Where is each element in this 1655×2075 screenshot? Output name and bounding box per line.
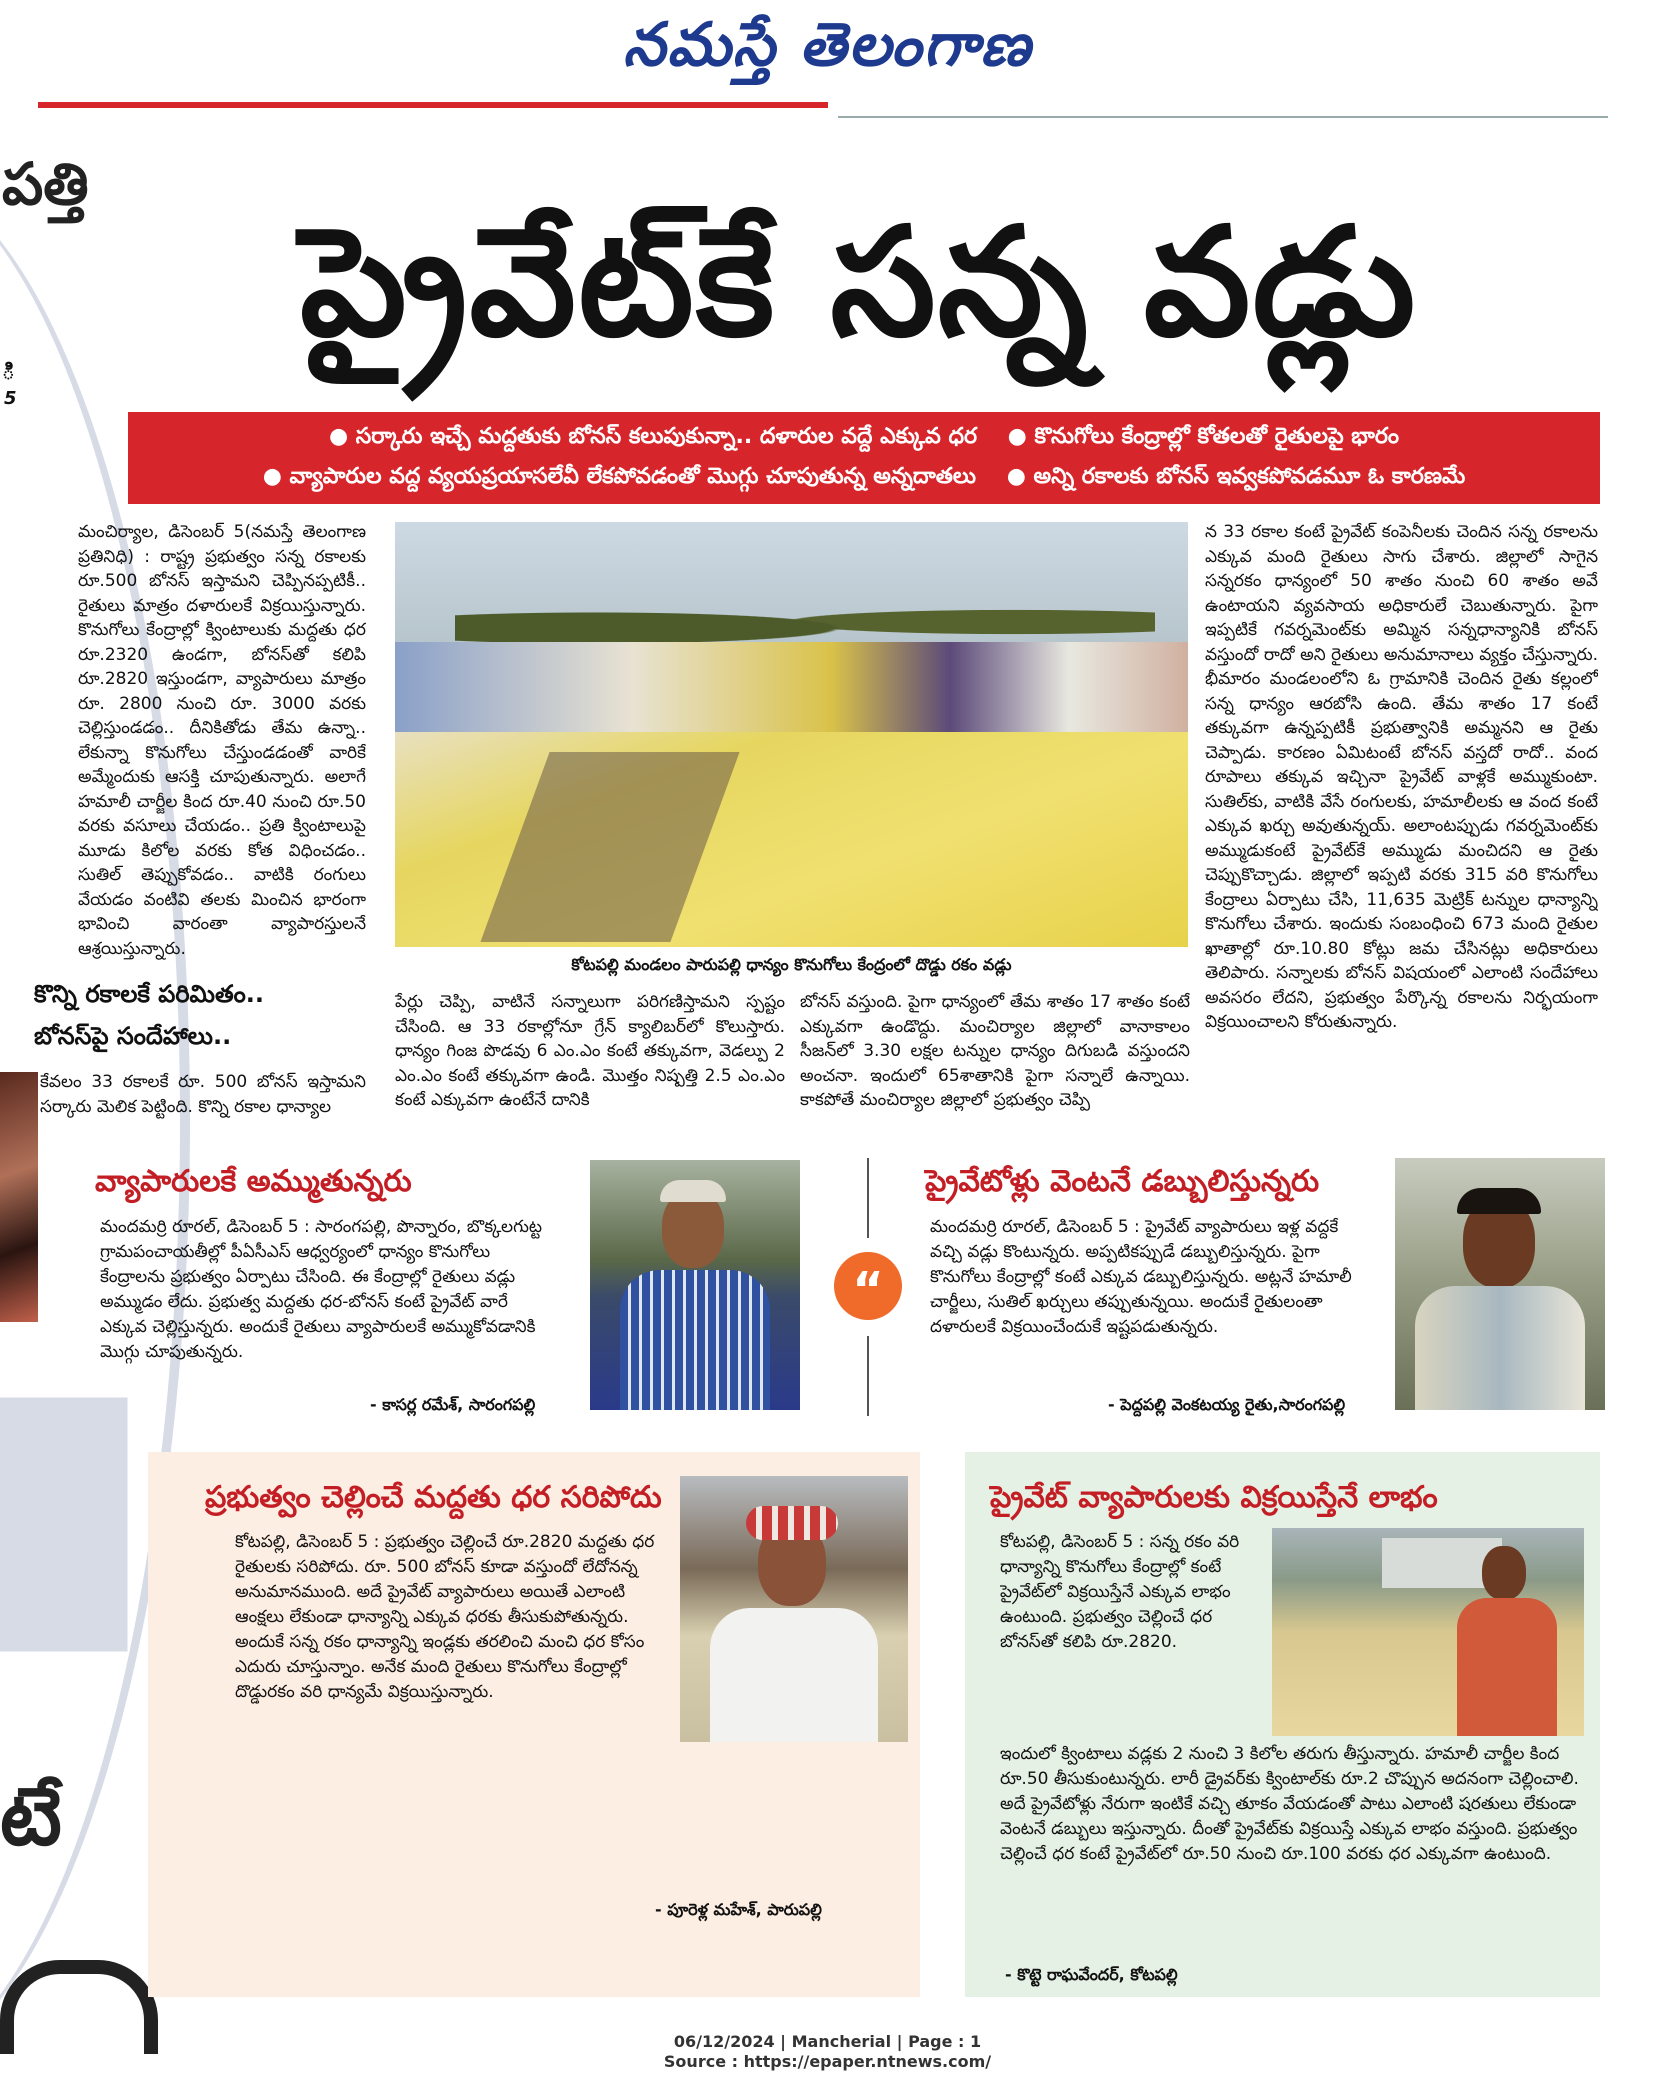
quote4-text-b: ఇందులో క్వింటాలు వడ్లకు 2 నుంచి 3 కిలోల తరుగు తీస్తున్నారు. హమాలీ చార్జీల కింద రూ.50 తీసుకుంటున్నరు. లారీ డ్రైవర్‌కు క్వింటాల్‌కు రూ.2 చొప్పున అదనంగా చెల్లించాలి. అదే ప్రైవేటోళ్లు నేరుగా ఇంటికే వచ్చి తూకం వేయడంతో పాటు ఎలాంటి షరతులు లేకుండా వెంటనే డబ్బులు ఇస్తున్నారు. దీంతో ప్రైవేట్‌కు విక్రయిస్తే ఎక్కువ లాభం వస్తుంది. ప్రభుత్వం చెల్లించే ధర కంటే ప్రైవేట్‌లో రూ.50 నుంచి రూ.100 వరకు ధర ఎక్కువగా ఉంటుంది. — [1000, 1744, 1579, 1864]
article-column-1: మంచిర్యాల, డిసెంబర్ 5(నమస్తే తెలంగాణ ప్రతినిధి) : రాష్ట్ర ప్రభుత్వం సన్న రకాలకు రూ.500 బోనస్ ఇస్తామని చెప్పినప్పటికీ.. రైతులు మాత్రం దళారులకే విక్రయిస్తున్నారు. కొనుగోలు కేంద్రాల్లో క్వింటాలుకు మద్దతు ధర రూ.2320 ఉండగా, బోనస్‌తో కలిపి రూ.2820 ఇస్తుండగా, వ్యాపారులు మాత్రం రూ. 2800 నుంచి రూ. 3000 వరకు చెల్లిస్తుండడం.. దీనికితోడు తేమ ఉన్నా.. లేకున్నా కొనుగోలు చేస్తుండడంతో వారికే అమ్మేందుకు ఆసక్తి చూపుతున్నారు. అలాగే హమాలీ చార్జీల కింద రూ.40 నుంచి రూ.50 వరకు వసూలు చేయడం.. ప్రతి క్వింటాలుపై మూడు కిలోల వరకు కోత విధించడం.. సుతిల్ తెప్పుకోవడం.. వాటికి రంగులు వేయడం వంటివి తలకు మించిన భారంగా భావించి వారంతా వ్యాపారస్తులనే ఆశ్రయిస్తున్నారు. — [78, 522, 366, 959]
bullet-2: ● కొనుగోలు కేంద్రాల్లో కోతలతో రైతులపై భారం — [1007, 424, 1400, 449]
quote3-photo — [680, 1476, 908, 1742]
subhead-bonus-doubts: బోనస్‌పై సందేహాలు.. — [34, 1022, 232, 1050]
quote4-photo — [1272, 1528, 1584, 1736]
face — [1482, 1546, 1526, 1600]
edge-text-bottom: టే — [0, 1770, 62, 1863]
quote3-title: ప్రభుత్వం చెల్లించే మద్దతు ధర సరిపోదు — [205, 1480, 662, 1515]
head-scarf — [746, 1506, 838, 1540]
footer-date-edition: 06/12/2024 | Mancherial | Page : 1 — [673, 2032, 982, 2051]
bullet-band — [128, 412, 1600, 504]
checked-shirt — [620, 1270, 770, 1410]
edge-text-mid-a: ి — [2, 360, 15, 385]
article-column-2: పేర్లు చెప్పి, వాటినే సన్నాలుగా పరిగణిస్తామని స్పష్టం చేసింది. ఆ 33 రకాల్లోనూ గ్రేన్ క్యాలిబర్‌లో కొలుస్తారు. ధాన్యం గింజ పొడవు 6 ఎం.ఎం కంటే తక్కువగా, వెడల్పు 2 ఎం.ఎం కంటే తక్కువగా ఉండి. మొత్తం నిష్పత్తి 2.5 ఎం.ఎం కంటే ఎక్కువగా ఉంటేనే దానికి — [395, 992, 785, 1110]
quote4-title: ప్రైవేట్ వ్యాపారులకు విక్రయిస్తేనే లాభం — [990, 1480, 1438, 1515]
red-shirt — [1457, 1598, 1557, 1736]
quote1-title: వ్యాపారులకే అమ్ముతున్నరు — [95, 1164, 412, 1199]
bullet-row-1 — [128, 424, 1600, 454]
masthead-grey-rule — [838, 116, 1608, 118]
white-shirt — [710, 1608, 878, 1742]
edge-text-mid-b: 5 — [4, 388, 17, 409]
divider-bottom — [867, 1336, 869, 1416]
quote3-text: కోటపల్లి, డిసెంబర్ 5 : ప్రభుత్వం చెల్లించే రూ.2820 మద్దతు ధర రైతులకు సరిపోదు. రూ. 500 బోనస్ కూడా వస్తుందో లేదోనన్న అనుమానముంది. అదే ప్రైవేట్ వ్యాపారులు అయితే ఎలాంటి ఆంక్షలు లేకుండా ధాన్యాన్ని ఎక్కువ ధరకు తీసుకుపోతున్నరు. అందుకే సన్న రకం ధాన్యాన్ని ఇండ్లకు తరలించి మంచి ధర కోసం ఎదురు చూస్తున్నాం. అనేక మంది రైతులు కొనుగోలు కేంద్రాల్లో దొడ్డురకం వరి ధాన్యమే విక్రయిస్తున్నారు. — [235, 1532, 655, 1702]
article-column-4: న 33 రకాల కంటే ప్రైవేట్ కంపెనీలకు చెందిన సన్న రకాలను ఎక్కువ మంది రైతులు సాగు చేశారు. జిల్లాలో సాగైన సన్నరకం ధాన్యంలో 50 శాతం నుంచి 60 శాతం అవే ఉంటాయని వ్యవసాయ అధికారులే చెబుతున్నారు. పైగా ఇప్పటికే గవర్నమెంట్‌కు అమ్మిన సన్నధాన్యానికి బోనస్ వస్తుందో రాదో అని రైతులు అనుమానాలు వ్యక్తం చేస్తున్నారు. భీమారం మండలంలోని ఓ గ్రామానికి చెందిన రైతు కల్లంలో సన్న ధాన్యం ఆరబోసి ఉంది. తేమ శాతం 17 కంటే తక్కువగా ఉన్నప్పటికీ ప్రభుత్వానికి అమ్మనని ఆ రైతు చెప్పాడు. కారణం ఏమిటంటే బోనస్ వస్తదో రాదో.. వంద రూపాలు తక్కువ ఇచ్చినా ప్రైవేట్ వాళ్లకే అమ్ముకుంటా. సుతిల్‌కు, వాటికి వేసే రంగులకు, హమాలీలకు ఆ వంద కంటే ఎక్కువ ఖర్చు అవుతున్నయ్. అలాంటప్పుడు గవర్నమెంట్‌కు అమ్ముడుకంటే ప్రైవేట్‌కే అమ్ముడు మంచిదని ఆ రైతు చెప్పుకొచ్చాడు. జిల్లాలో ఇప్పటి వరకు 315 వరి కొనుగోలు కేంద్రాలు ఏర్పాటు చేసి, 11,635 మెట్రిక్ టన్నుల ధాన్యాన్ని కొనుగోలు చేశారు. ఇందుకు సంబంధించి 673 మంది రైతుల ఖాతాల్లో రూ.10.80 కోట్లు జమ చేసినట్లు అధికారులు తెలిపారు. సన్నాలకు బోనస్ విషయంలో ఎలాంటి సందేహాలు అవసరం లేదని, ప్రభుత్వం పేర్కొన్న రకాలను నిర్భయంగా విక్రయించాలని కోరుతున్నారు. — [1205, 522, 1598, 1032]
quote-icon: “ — [834, 1252, 902, 1320]
headline: ప్రైవేట్‌కే సన్న వడ్లు — [300, 196, 1418, 370]
article-column-3: బోనస్ వస్తుంది. పైగా ధాన్యంలో తేమ శాతం 17 శాతం కంటే ఎక్కువగా ఉండొద్దు. మంచిర్యాల జిల్లాలో వానాకాలం సీజన్‌లో 3.30 లక్షల టన్నుల ధాన్యం దిగుబడి వస్తుందని అంచనా. ఇందులో 65శాతానికి పైగా సన్నాలే ఉన్నాయి. కాకపోతే మంచిర్యాల జిల్లాలో ప్రభుత్వం చెప్పి — [800, 992, 1190, 1110]
quote2-photo — [1395, 1158, 1605, 1410]
bullet-4: ● అన్ని రకాలకు బోనస్ ఇవ్వకపోవడమూ ఓ కారణమే — [1006, 464, 1466, 489]
edge-text-top: పత్తి — [2, 150, 89, 218]
tarps-far — [395, 642, 1188, 732]
edge-photo — [0, 1072, 38, 1322]
quote3-byline: - పూరెళ్ల మహేశ్, పారుపల్లి — [655, 1900, 822, 1919]
bullet-1: ● సర్కారు ఇచ్చే మద్దతుకు బోనస్ కలుపుకున్నా.. దళారుల వద్దే ఎక్కువ ధర — [328, 424, 978, 449]
masthead-logo: నమస్తే తెలంగాణ — [622, 10, 1033, 80]
photo-caption: కోటపల్లి మండలం పారుపల్లి ధాన్యం కొనుగోలు కేంద్రంలో దొడ్డు రకం వడ్లు — [571, 955, 1012, 974]
divider-top — [867, 1158, 869, 1238]
subhead-limited: కొన్ని రకాలకే పరిమితం.. — [34, 980, 265, 1008]
paddy-tarpaulin-photo — [395, 522, 1188, 947]
quote2-byline: - పెద్దపల్లి వెంకటయ్య రైతు,సారంగపల్లి — [1108, 1395, 1346, 1414]
bullet-3: ● వ్యాపారుల వద్ద వ్యయప్రయాసలేవీ లేకపోవడంతో మొగ్గు చూపుతున్న అన్నదాతలు — [262, 464, 977, 489]
quote2-title: ప్రైవేటోళ్లు వెంటనే డబ్బులిస్తున్నరు — [925, 1164, 1320, 1199]
footer-source: Source : https://epaper.ntnews.com/ — [663, 2052, 992, 2071]
quote1-text: మందమర్రి రూరల్, డిసెంబర్ 5 : సారంగపల్లి, పొన్నారం, బొక్కలగుట్ట గ్రామపంచాయతీల్లో పీఏసీఎస్ ఆధ్వర్యంలో ధాన్యం కొనుగోలు కేంద్రాలను ప్రభుత్వం ఏర్పాటు చేసింది. ఈ కేంద్రాల్లో రైతులు వడ్లు అమ్ముడం లేదు. ప్రభుత్వ మద్దతు ధర-బోనస్ కంటే ప్రైవేట్ వారే ఎక్కువ చెల్లిస్తున్నరు. అందుకే రైతులు వ్యాపారులకే అమ్ముకోవడానికి మొగ్గు చూపుతున్నరు. — [100, 1217, 542, 1362]
cap — [660, 1180, 726, 1202]
bullet-row-2 — [128, 464, 1600, 494]
masthead-red-rule — [38, 102, 828, 108]
hair — [1457, 1188, 1541, 1214]
quote1-photo — [590, 1160, 800, 1410]
quote2-text: మందమర్రి రూరల్, డిసెంబర్ 5 : ప్రైవేట్ వ్యాపారులు ఇళ్ల వద్దకే వచ్చి వడ్లు కొంటున్నరు. అప్పటికప్పుడే డబ్బులిస్తున్నరు. పైగా కొనుగోలు కేంద్రాల్లో కంటే ఎక్కువ డబ్బులిస్తున్నరు. అట్లనే హమాలీ చార్జీలు, సుతిల్ ఖర్చులు తప్పుతున్నయి. అందుకే రైతులంతా దళారులకే విక్రయించేందుకే ఇష్టపడుతున్నరు. — [930, 1217, 1352, 1337]
article-column-1b: కేవలం 33 రకాలకే రూ. 500 బోనస్ ఇస్తామని సర్కారు మెలిక పెట్టింది. కొన్ని రకాల ధాన్యాల — [40, 1072, 366, 1117]
quote4-byline: - కొట్టె రాఘవేందర్, కోటపల్లి — [1005, 1965, 1178, 1984]
shirt-towel — [1415, 1286, 1585, 1410]
quote1-byline: - కాసర్ల రమేశ్, సారంగపల్లి — [370, 1395, 536, 1414]
quote4-text-a: కోటపల్లి, డిసెంబర్ 5 : సన్న రకం వరి ధాన్యాన్ని కొనుగోలు కేంద్రాల్లో కంటే ప్రైవేట్‌లో విక్రయిస్తేనే ఎక్కువ లాభం ఉంటుంది. ప్రభుత్వం చెల్లించే ధర బోనస్‌తో కలిపి రూ.2820. — [1000, 1532, 1240, 1652]
